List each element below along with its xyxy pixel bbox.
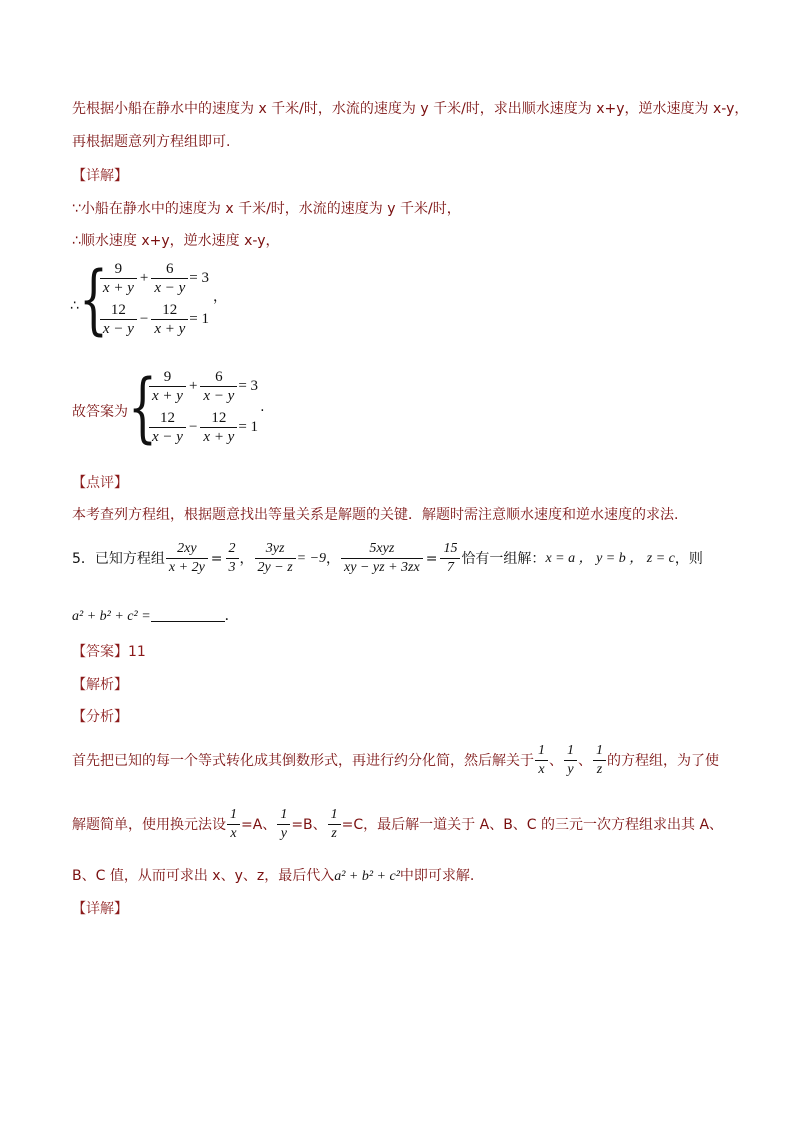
left-brace: {	[128, 362, 158, 451]
analysis-para-line-3: B、C 值，从而可求出 x、y、z，最后代入a² + b² + c²中即可求解.	[72, 868, 475, 884]
therefore-symbol: ∴	[70, 298, 79, 314]
analysis-para-line-1: 首先把已知的每一个等式转化成其倒数形式，再进行约分化简，然后解关于 $\frac{1}{x}$ 、 $\frac{1}{y}$ 、 $\frac{1}{z}$ 的方程组，为了使	[72, 743, 719, 777]
system-1-row-2: $\frac{12}{x - y}$ − $\frac{12}{x + y}$ = 1	[99, 301, 209, 338]
answer-prefix: 故答案为	[72, 404, 128, 420]
answer-blank	[151, 621, 225, 622]
system-2-row-1: $\frac{9}{x + y}$ + $\frac{6}{x - y}$ = 3	[148, 368, 258, 405]
analysis-header: 【解析】	[72, 677, 128, 693]
detail-line-2: ∴顺水速度 x+y，逆水速度 x-y，	[72, 233, 280, 249]
system-2-row-2: $\frac{12}{x - y}$ − $\frac{12}{x + y}$ = 1	[148, 409, 258, 446]
system-1-suffix: ，	[212, 289, 227, 305]
analysis-line-2: 再根据题意列方程组即可.	[72, 134, 231, 150]
detail-header-2: 【详解】	[72, 901, 128, 917]
answer-line: 【答案】11	[72, 644, 146, 660]
analysis-para-line-2: 解题简单，使用换元法设 $\frac{1}{x}$ =A、 $\frac{1}{y}$ =B、 $\frac{1}{z}$ =C，最后解一道关于 A、B、C 的三元一次方程组求出其 A、	[72, 807, 724, 841]
question-5-line-1: 5．已知方程组 $\frac{2xy}{x + 2y}$ = $\frac{2}{3}$ ， $\frac{3yz}{2y - z}$ = −9 ， $\frac{\text{5xyz}}{xy - yz + 3zx}$ = $\frac{15}{7}$ 恰有一组解： x = a ， y = b ， z = c ，则	[72, 541, 703, 575]
question-5-line-2: a² + b² + c² = ．	[72, 608, 239, 624]
comment-text: 本考查列方程组，根据题意找出等量关系是解题的关键．解题时需注意顺水速度和逆水速度的求法.	[72, 507, 679, 523]
equation-system-2	[128, 362, 265, 451]
equation-system-1	[70, 254, 227, 343]
analysis-line-1: 先根据小船在静水中的速度为 x 千米/时，水流的速度为 y 千米/时，求出顺水速度为 x+y，逆水速度为 x-y，	[72, 101, 749, 117]
fenxi-header: 【分析】	[72, 709, 128, 725]
detail-line-1: ∵小船在静水中的速度为 x 千米/时，水流的速度为 y 千米/时，	[72, 201, 461, 217]
system-2-suffix: .	[260, 399, 265, 415]
comment-header: 【点评】	[72, 475, 128, 491]
detail-header-1: 【详解】	[72, 168, 128, 184]
left-brace: {	[78, 254, 108, 343]
system-1-row-1: $\frac{9}{x + y}$ + $\frac{6}{x - y}$ = 3	[99, 260, 209, 297]
